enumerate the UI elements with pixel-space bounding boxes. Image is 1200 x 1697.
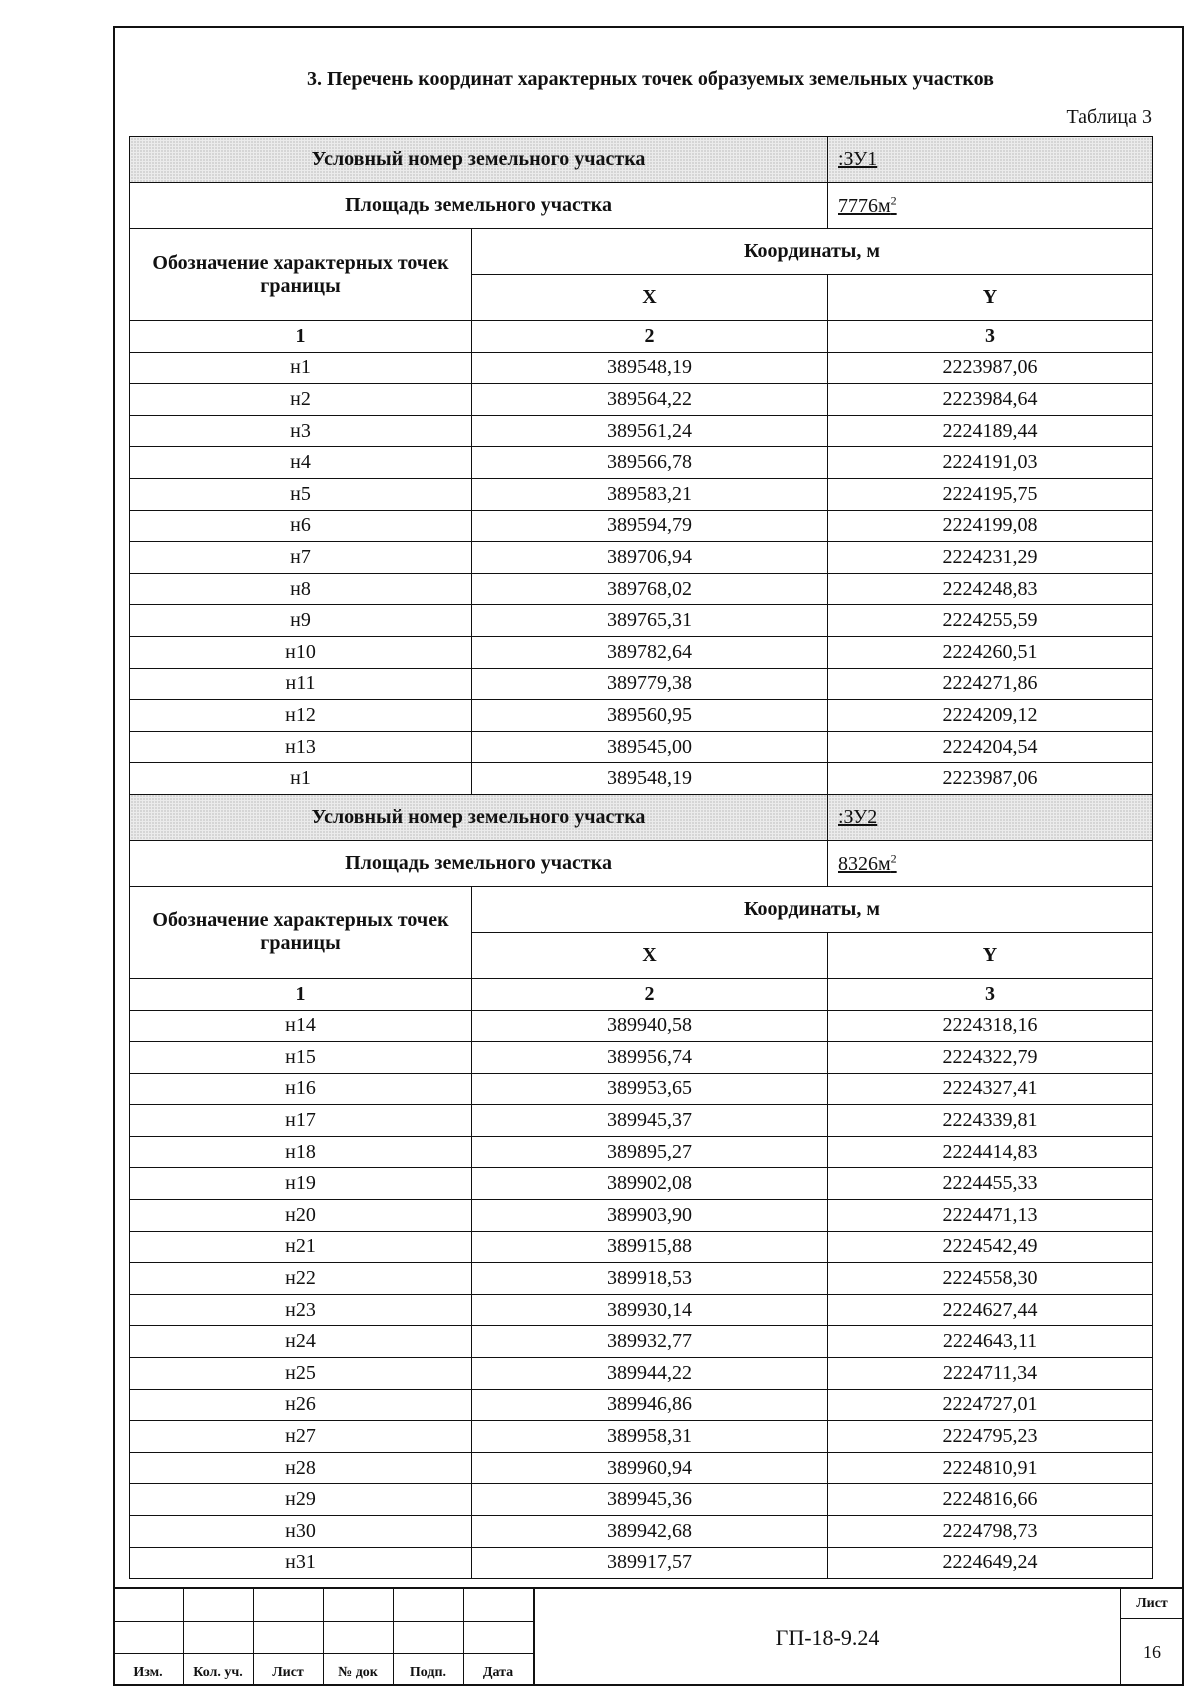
y-cell: 2224798,73	[828, 1516, 1153, 1548]
point-cell: н22	[130, 1263, 472, 1295]
point-cell: н31	[130, 1547, 472, 1579]
y-cell: 2224327,41	[828, 1073, 1153, 1105]
table-row	[130, 415, 1153, 447]
title-block	[113, 1587, 1184, 1686]
table-row	[130, 1358, 1153, 1390]
parcel-area-label: Площадь земельного участка	[130, 183, 828, 229]
parcel-area-cell	[828, 840, 1153, 886]
x-cell: 389956,74	[472, 1042, 828, 1074]
table-row	[130, 731, 1153, 763]
table-row	[130, 700, 1153, 732]
y-cell: 2224542,49	[828, 1231, 1153, 1263]
parcel-area-cell	[828, 183, 1153, 229]
parcel-number-cell	[828, 794, 1153, 840]
point-cell: н27	[130, 1421, 472, 1453]
y-cell: 2224255,59	[828, 605, 1153, 637]
table-row	[130, 605, 1153, 637]
column-number-1: 1	[130, 978, 472, 1010]
y-cell: 2224649,24	[828, 1547, 1153, 1579]
point-cell: н19	[130, 1168, 472, 1200]
y-cell: 2224643,11	[828, 1326, 1153, 1358]
point-designation-header: Обозначение характерных точек границы	[130, 886, 472, 978]
y-cell: 2224627,44	[828, 1294, 1153, 1326]
point-cell: н4	[130, 447, 472, 479]
parcel-number: :ЗУ1	[838, 148, 878, 170]
y-cell: 2224455,33	[828, 1168, 1153, 1200]
x-cell: 389566,78	[472, 447, 828, 479]
parcel-area-unit-power: 2	[890, 193, 897, 208]
table-row	[130, 542, 1153, 574]
y-cell: 2224189,44	[828, 415, 1153, 447]
coordinates-header: Координаты, м	[472, 886, 1153, 932]
point-cell: н24	[130, 1326, 472, 1358]
table-row	[130, 352, 1153, 384]
table-row	[130, 447, 1153, 479]
stamp-label-date: Дата	[482, 1665, 514, 1680]
y-cell: 2224339,81	[828, 1105, 1153, 1137]
y-cell: 2224816,66	[828, 1484, 1153, 1516]
point-cell: н3	[130, 415, 472, 447]
x-cell: 389583,21	[472, 478, 828, 510]
table-row	[130, 1010, 1153, 1042]
coordinates-table	[129, 136, 1153, 1579]
point-cell: н25	[130, 1358, 472, 1390]
x-cell: 389706,94	[472, 542, 828, 574]
y-cell: 2224195,75	[828, 478, 1153, 510]
point-cell: н18	[130, 1136, 472, 1168]
parcel-number-row	[130, 137, 1153, 183]
table-row	[130, 1389, 1153, 1421]
y-cell: 2224322,79	[828, 1042, 1153, 1074]
x-cell: 389768,02	[472, 573, 828, 605]
point-cell: н5	[130, 478, 472, 510]
x-cell: 389915,88	[472, 1231, 828, 1263]
parcel-area	[838, 195, 897, 217]
y-cell: 2224199,08	[828, 510, 1153, 542]
y-cell: 2224260,51	[828, 636, 1153, 668]
point-cell: н29	[130, 1484, 472, 1516]
y-cell: 2224191,03	[828, 447, 1153, 479]
table-row	[130, 636, 1153, 668]
parcel-area-row	[130, 840, 1153, 886]
column-number-2: 2	[472, 321, 828, 353]
y-cell: 2224558,30	[828, 1263, 1153, 1295]
column-number-row	[130, 978, 1153, 1010]
point-cell: н11	[130, 668, 472, 700]
y-cell: 2224271,86	[828, 668, 1153, 700]
x-cell: 389945,37	[472, 1105, 828, 1137]
y-cell: 2223987,06	[828, 352, 1153, 384]
parcel-number-label: Условный номер земельного участка	[130, 137, 828, 183]
y-cell: 2224231,29	[828, 542, 1153, 574]
column-number-row	[130, 321, 1153, 353]
x-cell: 389946,86	[472, 1389, 828, 1421]
table-row	[130, 1200, 1153, 1232]
sheet-box	[1120, 1589, 1182, 1686]
sheet-label: Лист	[1121, 1589, 1183, 1619]
x-cell: 389548,19	[472, 352, 828, 384]
x-cell: 389779,38	[472, 668, 828, 700]
column-number-1: 1	[130, 321, 472, 353]
y-cell: 2223984,64	[828, 384, 1153, 416]
parcel-area-unit-power: 2	[890, 851, 897, 866]
point-cell: н12	[130, 700, 472, 732]
x-cell: 389932,77	[472, 1326, 828, 1358]
point-cell: н30	[130, 1516, 472, 1548]
point-cell: н16	[130, 1073, 472, 1105]
table-row	[130, 1073, 1153, 1105]
y-cell: 2224711,34	[828, 1358, 1153, 1390]
x-cell: 389944,22	[472, 1358, 828, 1390]
y-cell: 2224209,12	[828, 700, 1153, 732]
table-row	[130, 1421, 1153, 1453]
y-cell: 2224795,23	[828, 1421, 1153, 1453]
point-cell: н15	[130, 1042, 472, 1074]
table-row	[130, 1547, 1153, 1579]
point-cell: н10	[130, 636, 472, 668]
x-cell: 389930,14	[472, 1294, 828, 1326]
document-title: 3. Перечень координат характерных точек образуемых земельных участков	[307, 68, 994, 90]
y-cell: 2223987,06	[828, 763, 1153, 795]
x-cell: 389918,53	[472, 1263, 828, 1295]
table-row	[130, 1484, 1153, 1516]
parcel-number: :ЗУ2	[838, 805, 878, 828]
document-code: ГП-18-9.24	[533, 1589, 1120, 1686]
parcel-area-label: Площадь земельного участка	[130, 840, 828, 886]
table-row	[130, 1326, 1153, 1358]
table-row	[130, 478, 1153, 510]
y-cell: 2224414,83	[828, 1136, 1153, 1168]
table-row	[130, 668, 1153, 700]
coordinates-header-row	[130, 886, 1153, 932]
column-number-2: 2	[472, 978, 828, 1010]
y-cell: 2224248,83	[828, 573, 1153, 605]
x-cell: 389548,19	[472, 763, 828, 795]
parcel-number-row	[130, 794, 1153, 840]
table-row	[130, 1452, 1153, 1484]
table-label: Таблица 3	[1066, 106, 1152, 128]
x-header: X	[472, 275, 828, 321]
stamp-label-signature: Подп.	[409, 1665, 447, 1680]
table-row	[130, 1042, 1153, 1074]
point-cell: н17	[130, 1105, 472, 1137]
x-cell: 389953,65	[472, 1073, 828, 1105]
x-cell: 389903,90	[472, 1200, 828, 1232]
x-cell: 389594,79	[472, 510, 828, 542]
table-row	[130, 1168, 1153, 1200]
y-cell: 2224810,91	[828, 1452, 1153, 1484]
point-cell: н13	[130, 731, 472, 763]
table-row	[130, 1263, 1153, 1295]
x-header: X	[472, 932, 828, 978]
x-cell: 389545,00	[472, 731, 828, 763]
table-row	[130, 1294, 1153, 1326]
parcel-area-value: 8326м	[838, 852, 891, 875]
sheet-number: 16	[1143, 1642, 1161, 1662]
point-cell: н1	[130, 352, 472, 384]
point-cell: н20	[130, 1200, 472, 1232]
table-row	[130, 573, 1153, 605]
stamp-label-doc: № док	[338, 1665, 378, 1680]
table-row	[130, 1516, 1153, 1548]
x-cell: 389564,22	[472, 384, 828, 416]
parcel-number-label: Условный номер земельного участка	[130, 794, 828, 840]
y-cell: 2224727,01	[828, 1389, 1153, 1421]
point-cell: н1	[130, 763, 472, 795]
x-cell: 389765,31	[472, 605, 828, 637]
coordinates-header-row	[130, 229, 1153, 275]
point-cell: н8	[130, 573, 472, 605]
x-cell: 389917,57	[472, 1547, 828, 1579]
point-cell: н28	[130, 1452, 472, 1484]
x-cell: 389942,68	[472, 1516, 828, 1548]
column-number-3: 3	[828, 321, 1153, 353]
point-cell: н14	[130, 1010, 472, 1042]
table-row	[130, 510, 1153, 542]
parcel-area-row	[130, 183, 1153, 229]
point-designation-header: Обозначение характерных точек границы	[130, 229, 472, 321]
x-cell: 389561,24	[472, 415, 828, 447]
stamp-label-sheet: Лист	[272, 1665, 304, 1680]
column-number-3: 3	[828, 978, 1153, 1010]
point-cell: н9	[130, 605, 472, 637]
parcel-number-cell	[828, 137, 1153, 183]
x-cell: 389560,95	[472, 700, 828, 732]
table-row	[130, 384, 1153, 416]
stamp-label-count: Кол. уч.	[193, 1665, 243, 1680]
table-row	[130, 1231, 1153, 1263]
y-header: Y	[828, 275, 1153, 321]
x-cell: 389902,08	[472, 1168, 828, 1200]
x-cell: 389960,94	[472, 1452, 828, 1484]
x-cell: 389945,36	[472, 1484, 828, 1516]
x-cell: 389782,64	[472, 636, 828, 668]
x-cell: 389958,31	[472, 1421, 828, 1453]
point-cell: н6	[130, 510, 472, 542]
x-cell: 389895,27	[472, 1136, 828, 1168]
y-cell: 2224471,13	[828, 1200, 1153, 1232]
point-cell: н23	[130, 1294, 472, 1326]
point-cell: н21	[130, 1231, 472, 1263]
table-row	[130, 1136, 1153, 1168]
page-frame	[113, 26, 1184, 1686]
point-cell: н7	[130, 542, 472, 574]
parcel-area	[838, 853, 897, 875]
y-cell: 2224204,54	[828, 731, 1153, 763]
point-cell: н2	[130, 384, 472, 416]
point-cell: н26	[130, 1389, 472, 1421]
table-row	[130, 1105, 1153, 1137]
x-cell: 389940,58	[472, 1010, 828, 1042]
stamp-label-change: Изм.	[133, 1665, 163, 1680]
y-header: Y	[828, 932, 1153, 978]
y-cell: 2224318,16	[828, 1010, 1153, 1042]
parcel-area-value: 7776м	[838, 194, 891, 217]
coordinates-table-body	[130, 137, 1153, 1579]
coordinates-header: Координаты, м	[472, 229, 1153, 275]
table-row	[130, 763, 1153, 795]
